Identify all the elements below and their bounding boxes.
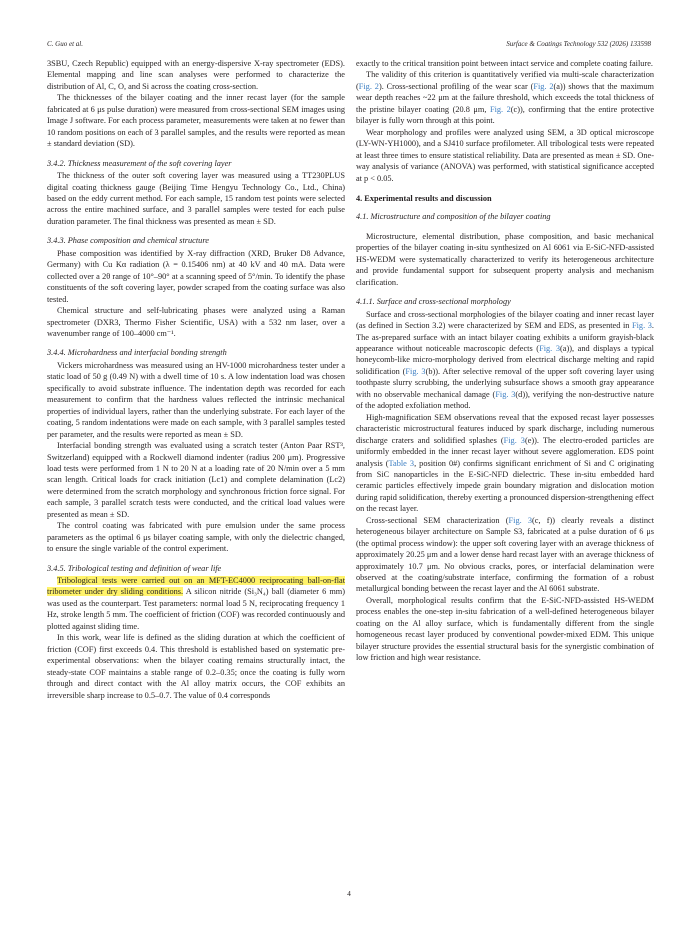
paragraph-text: . The as-prepared surface with an intact bilayer coating exhibits a uniform grayish-black appearance without noticeable macroscopic defects ( [356,321,654,353]
figure-link[interactable]: Fig. 2 [533,81,554,91]
paragraph-text: Cross-sectional SEM characterization ( [366,515,509,525]
paragraph: Overall, morphological results confirm that the E-SiC-NFD-assisted HS-WEDM process enables the one-step in-situ fabrication of a well-defined heterogeneous bilayer coating on the Al alloy surface, which is fundamentally different from the single homogeneous recast layer produced by conventional powder-mixed EDM. This unique bilayer structure provides the essential structural basis for the synergistic combination of low friction and high wear resistance. [356,595,654,663]
figure-link[interactable]: Fig. 3 [495,389,516,399]
right-column [356,58,654,664]
figure-link[interactable]: Fig. 3 [632,321,652,331]
figure-link[interactable]: Fig. 2 [489,104,511,114]
figure-link[interactable]: Fig. 3 [503,435,525,445]
paragraph: In this work, wear life is defined as the sliding duration at which the coefficient of friction (COF) first exceeds 0.4. This threshold is established based on systematic pre-experimental observations: when the bilayer coating remains structurally intact, the steady-state COF maintains a stable range of 0.2–0.35; once the coating is fully worn through and direct contact with the Al alloy matrix occurs, the COF exhibits an irreversible sharp increase to 0.5–0.7. The value of 0.4 corresponds [47,633,345,700]
header-journal: Surface & Coatings Technology 532 (2026) 133598 [506,40,651,48]
paragraph: Chemical structure and self-lubricating phases were analyzed using a Raman spectrometer (DXR3, Thermo Fisher Scientific, USA) with a 532 nm laser, over a wavenumber range of 100–4000 cm⁻¹. [47,306,345,338]
paragraph-text: Surface and cross-sectional morphologies of the bilayer coating and inner recast layer (as defined in Section 3.2) were characterized by SEM and EDS, as presented in [356,309,654,331]
table-link[interactable]: Table 3 [388,458,415,468]
subsection-heading-3-4-5: 3.4.5. Tribological testing and definition of wear life [47,563,222,573]
paragraph: exactly to the critical transition point between intact service and complete coating failure. [356,59,653,68]
paragraph-text: (b)). After selective removal of the upper soft covering layer using toothpaste slurry scrubbing, the underlying subsurface shows a smooth gray appearance with no observable mechanical damage ( [356,366,655,399]
paragraph: Microstructure, elemental distribution, phase composition, and basic mechanical properties of the bilayer coating in-situ synthesized on Al 6061 via E-SiC-NFD-assisted HS-WEDM were systematically characterized to verify its heterogeneous architecture and provide fundamental support for subsequent property analysis and mechanism clarification. [356,231,654,287]
header-authors: C. Guo et al. [47,40,83,48]
paragraph-text: (d)), verifying the non-destructive nature of the adopted exfoliation method. [356,389,654,411]
paragraph [47,575,345,632]
figure-link[interactable]: Fig. 2 [358,81,379,91]
paragraph [356,515,654,595]
paragraph: Vickers microhardness was measured using an HV-1000 microhardness tester under a static load of 50 g (0.49 N) with a dwell time of 10 s. A low indentation load was chosen specifically to avoid substrate influence. The indentation depth was recorded for each measurement to confirm that the hardness values reflected the intrinsic mechanical properties of individual layers, rather than the underlying substrate. For each layer of the coating, 5 random indentations were made on each sample, with 3 parallel samples tested per parameter, and the results were reported as mean ± SD. [47,360,345,439]
paragraph: The thicknesses of the bilayer coating and the inner recast layer (for the sample fabricated at 6 μs pulse duration) were measured from cross-sectional SEM images using Image J software. For each process parameter, measurements were taken at no fewer than 10 random positions on each of 3 parallel samples, and the results were reported as mean ± standard deviation (SD). [47,93,345,149]
paragraph: The control coating was fabricated with pure emulsion under the same process parameters as the optimal 6 μs bilayer coating sample, with only the dielectric changed, to ensure the single variable of the control experiment. [47,521,345,554]
subsection-heading-3-4-3: 3.4.3. Phase composition and chemical structure [47,236,209,246]
highlighted-text[interactable]: Tribological tests were carried out on an MFT-EC4000 reciprocating ball-on-flat tribometer under dry sliding conditions. [47,576,345,597]
subsection-heading-3-4-4: 3.4.4. Microhardness and interfacial bonding strength [47,348,227,358]
paragraph-text: ). Cross-sectional profiling of the wear scar ( [378,81,534,91]
section-heading-4: 4. Experimental results and discussion [356,193,492,203]
subsection-heading-4-1-1: 4.1.1. Surface and cross-sectional morphology [356,297,511,307]
subsection-heading-3-4-2: 3.4.2. Thickness measurement of the soft covering layer [47,158,232,168]
left-column [47,58,345,701]
running-header [47,40,651,52]
paragraph-text: (c)), confirming that the entire protective bilayer is fully worn through at this point. [356,104,654,126]
paragraph [356,309,654,412]
paragraph-text: , position 0#) confirms significant enrichment of Si and C originating from SiC nanoparticles in the E-SiC-NFD dielectric. These in-situ embedded hard ceramic particles effectively impede grain boundary migration and dislocation motion during rapid solidification, thereby exerting a pronounced dispersion-strengthening effect on the recast layer. [356,458,655,514]
subsection-heading-4-1: 4.1. Microstructure and composition of the bilayer coating [356,212,551,222]
paragraph-text: The validity of this criterion is quantitatively verified via multi-scale characterization ( [356,70,654,91]
figure-link[interactable]: Fig. 3 [508,515,533,525]
paragraph: Wear morphology and profiles were analyzed using SEM, a 3D optical microscope (LY-WN-YH1000), and a SJ410 surface profilometer. All tribological tests were repeated at least three times to ensure statistical reliability. Data are presented as mean ± SD. One-way analysis of variance (ANOVA) was performed, with statistical significance accepted at p < 0.05. [356,127,654,183]
paragraph-text: (a)) shows that the maximum wear depth reaches ~22 μm at the failure threshold, which exceeds the total thickness of the pristine bilayer coating (20.8 μm, [356,81,654,114]
figure-link[interactable]: Fig. 3 [405,366,426,376]
paragraph-text: (a)), and displays a typical honeycomb-like micro-morphology derived from electrical discharge melting and rapid solidification ( [356,343,654,376]
paragraph-text: High-magnification SEM observations reveal that the exposed recast layer possesses characteristic microstructural features induced by spark discharge, including numerous discharge craters and solidified splashes ( [356,412,654,445]
paragraph: Phase composition was identified by X-ray diffraction (XRD, Bruker D8 Advance, Germany) with Cu Kα radiation (λ = 0.15406 nm) at 40 kV and 40 mA. Data were collected over a 2θ range of 10°–90° at a scanning speed of 5°/min. To identify the phase constituents of the soft covering layer, powder scraped from the coating surface was also tested. [47,248,345,304]
page-number: 4 [347,889,351,898]
paragraph: 3SBU, Czech Republic) equipped with an energy-dispersive X-ray spectrometer (EDS). Elemental mapping and line scan analyses were performed to characterize the distribution of Al, C, O, and Si across the coating cross-section. [47,59,345,91]
paragraph-text: (e)). The electro-eroded particles are uniformly embedded in the inner recast layer without severe agglomeration. EDS point analysis ( [356,435,654,468]
paragraph [356,69,654,126]
paragraph: The thickness of the outer soft covering layer was measured using a TT230PLUS digital coating thickness gauge (Beijing Time Hengyu Technology Co., Ltd., China) based on the eddy current method. For each sample, 15 random test points were selected across the entire machined surface, and 3 parallel samples were tested for each pulse duration parameter. The final thickness was presented as mean ± SD. [47,171,345,226]
paragraph [356,412,654,515]
paragraph-text: A silicon nitride (Si₃N₄) ball (diameter 6 mm) was used as the counterpart. Test parameters: normal load 5 N, reciprocating frequency 1 Hz, stroke length 5 mm. The coefficient of friction (COF) was recorded continuously and plotted against sliding time. [47,587,345,631]
paragraph-text: (c, f)) clearly reveals a distinct heterogeneous bilayer architecture on Sample S3, fabricated at a pulse duration of 6 μs (the optimal process window): the upper soft covering layer with an average thickness of approximately 20.25 μm and a lower dense hard recast layer with an average thickness of approximately 10.7 μm. No obvious cracks, pores, or interfacial delamination were observed at the coating/substrate interface, confirming the formation of a robust metallurgical bonding between the recast layer and the Al 6061 substrate. [356,515,655,594]
figure-link[interactable]: Fig. 3 [539,343,560,353]
paragraph: Interfacial bonding strength was evaluated using a scratch tester (Anton Paar RST³, Switzerland) equipped with a Rockwell diamond indenter (radius 200 μm). Progressive load tests were performed from 1 N to 20 N at a loading rate of 20 N/min over a 5 mm scan length. Critical loads for crack initiation (Lc1) and complete delamination (Lc2) were determined from the scratch morphology and synchronous friction force signal. For each sample, 3 parallel scratch tests were conducted, and the critical load values were presented as mean ± SD. [47,441,345,519]
